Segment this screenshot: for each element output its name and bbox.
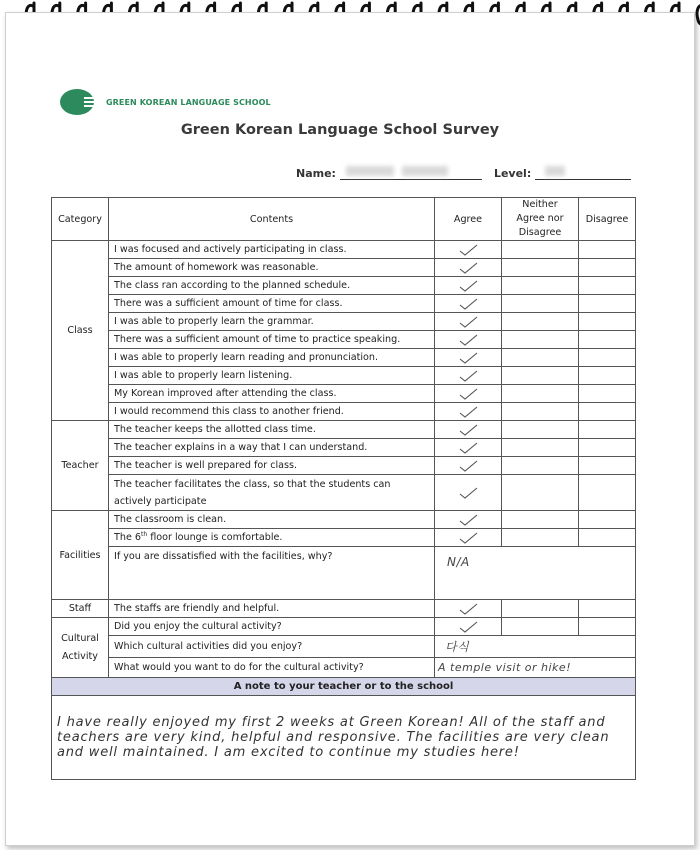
disagree-cell [579,331,636,349]
agree-cell [435,259,502,277]
checkmark-icon [457,369,479,383]
category-teacher: Teacher [52,421,109,511]
table-row [52,439,636,457]
row-content: The classroom is clean. [109,511,435,529]
category-class: Class [52,241,109,421]
row-content: If you are dissatisfied with the facilities, why? [109,547,435,600]
agree-cell [435,313,502,331]
neither-cell [502,295,579,313]
disagree-cell [579,241,636,259]
handwritten-answer: N/A [447,555,470,569]
neither-cell [502,385,579,403]
checkmark-icon [457,531,479,545]
agree-cell [435,277,502,295]
row-content: I was able to properly learn reading and pronunciation. [109,349,435,367]
disagree-cell [579,385,636,403]
note-heading-row [52,678,636,696]
school-name: GREEN KOREAN LANGUAGE SCHOOL [106,97,271,107]
checkmark-icon [457,243,479,257]
checkmark-icon [457,513,479,527]
row-content: I was able to properly learn listening. [109,367,435,385]
row-content: The 6th floor lounge is comfortable. [109,529,435,547]
agree-cell [435,241,502,259]
table-row [52,618,636,636]
table-row [52,529,636,547]
agree-cell [435,331,502,349]
name-label: Name: [296,167,336,180]
survey-table [51,197,636,780]
checkmark-icon [457,423,479,437]
table-row [52,313,636,331]
row-content: My Korean improved after attending the class. [109,385,435,403]
checkmark-icon [457,486,479,500]
checkmark-icon [457,620,479,634]
disagree-cell [579,457,636,475]
row-content: I was able to properly learn the grammar. [109,313,435,331]
table-row [52,511,636,529]
disagree-cell [579,600,636,618]
answer-cell [435,636,636,658]
neither-cell [502,241,579,259]
table-row [52,367,636,385]
disagree-cell [579,259,636,277]
disagree-cell [579,618,636,636]
row-content: There was a sufficient amount of time for class. [109,295,435,313]
agree-cell [435,600,502,618]
table-row [52,385,636,403]
agree-cell [435,439,502,457]
row-content: The teacher explains in a way that I can understand. [109,439,435,457]
agree-cell [435,385,502,403]
agree-cell [435,349,502,367]
checkmark-icon [457,261,479,275]
answer-cell [435,658,636,678]
agree-cell [435,475,502,511]
table-row [52,349,636,367]
neither-cell [502,367,579,385]
agree-cell [435,367,502,385]
neither-cell [502,439,579,457]
checkmark-icon [457,441,479,455]
checkmark-icon [457,602,479,616]
neither-cell [502,349,579,367]
header-contents: Contents [109,198,435,241]
header-neither: Neither Agree nor Disagree [502,198,579,241]
checkmark-icon [457,351,479,365]
neither-cell [502,475,579,511]
note-row [52,696,636,780]
neither-cell [502,511,579,529]
checkmark-icon [457,315,479,329]
table-row [52,259,636,277]
table-row [52,658,636,678]
row-content: What would you want to do for the cultural activity? [109,658,435,678]
school-logo [60,89,271,115]
checkmark-icon [457,297,479,311]
level-field [535,165,631,180]
checkmark-icon [457,459,479,473]
row-content: The amount of homework was reasonable. [109,259,435,277]
checkmark-icon [457,405,479,419]
table-row [52,403,636,421]
header-category: Category [52,198,109,241]
neither-cell [502,259,579,277]
header-agree: Agree [435,198,502,241]
checkmark-icon [457,279,479,293]
disagree-cell [579,439,636,457]
disagree-cell [579,313,636,331]
note-text: I have really enjoyed my first 2 weeks at Green Korean! All of the staff and teachers are very kind, helpful and responsive. The facilities are very clean and well maintained. I am excited to continue my studies here! [52,696,636,780]
header-disagree: Disagree [579,198,636,241]
level-label: Level: [493,167,532,180]
table-row [52,547,636,600]
row-content: The teacher facilitates the class, so that the students can actively participate [109,475,435,511]
handwritten-answer: A temple visit or hike! [438,661,572,674]
agree-cell [435,295,502,313]
agree-cell [435,457,502,475]
agree-cell [435,529,502,547]
neither-cell [502,457,579,475]
neither-cell [502,403,579,421]
table-row [52,277,636,295]
checkmark-icon [457,387,479,401]
neither-cell [502,529,579,547]
answer-cell [435,547,636,600]
neither-cell [502,331,579,349]
agree-cell [435,511,502,529]
agree-cell [435,618,502,636]
disagree-cell [579,529,636,547]
row-content: Did you enjoy the cultural activity? [109,618,435,636]
handwritten-answer: 다식 [445,640,470,654]
agree-cell [435,403,502,421]
table-row [52,636,636,658]
table-row [52,457,636,475]
logo-mark-icon [60,89,94,115]
checkmark-icon [457,333,479,347]
disagree-cell [579,367,636,385]
disagree-cell [579,421,636,439]
row-content: The teacher is well prepared for class. [109,457,435,475]
neither-cell [502,600,579,618]
table-row [52,600,636,618]
disagree-cell [579,511,636,529]
row-content: I would recommend this class to another friend. [109,403,435,421]
row-content: The class ran according to the planned schedule. [109,277,435,295]
table-row [52,295,636,313]
table-row [52,421,636,439]
note-heading: A note to your teacher or to the school [52,678,636,696]
category-facilities: Facilities [52,511,109,600]
neither-cell [502,313,579,331]
disagree-cell [579,295,636,313]
neither-cell [502,618,579,636]
neither-cell [502,277,579,295]
name-field [340,165,482,180]
disagree-cell [579,475,636,511]
page-title: Green Korean Language School Survey [180,122,500,138]
header-row [52,198,636,241]
table-row [52,475,636,511]
row-content: I was focused and actively participating in class. [109,241,435,259]
name-level-row [296,165,631,180]
category-cultural-activity: Cultural Activity [52,618,109,678]
disagree-cell [579,403,636,421]
disagree-cell [579,349,636,367]
row-content: The teacher keeps the allotted class time. [109,421,435,439]
category-staff: Staff [52,600,109,618]
table-row [52,241,636,259]
agree-cell [435,421,502,439]
row-content: The staffs are friendly and helpful. [109,600,435,618]
row-content: Which cultural activities did you enjoy? [109,636,435,658]
disagree-cell [579,277,636,295]
row-content: There was a sufficient amount of time to practice speaking. [109,331,435,349]
neither-cell [502,421,579,439]
table-row [52,331,636,349]
